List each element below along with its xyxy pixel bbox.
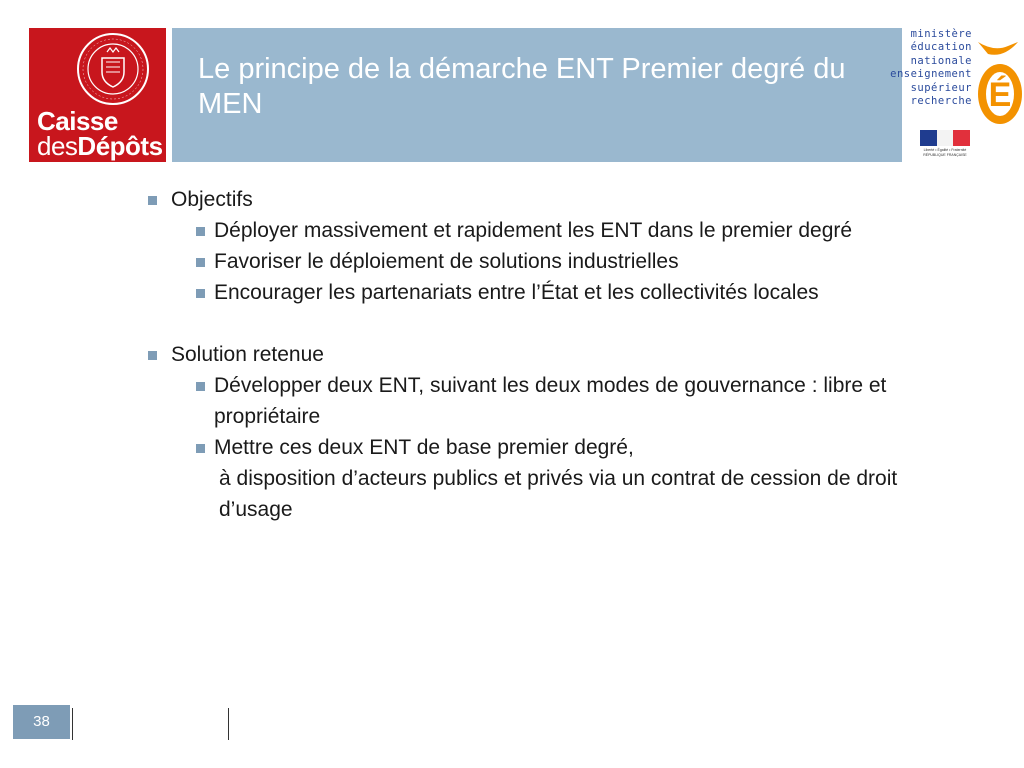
footer-divider xyxy=(72,708,73,740)
slide-footer xyxy=(0,700,1024,740)
bullet-level2 xyxy=(146,370,966,432)
bullet-level1-solution xyxy=(146,339,966,370)
title-band xyxy=(172,28,902,162)
square-bullet-icon xyxy=(196,382,205,391)
bullet-level1-objectifs xyxy=(146,184,966,215)
footer-divider xyxy=(228,708,229,740)
cdc-brand-line1: Caisse xyxy=(37,106,118,136)
bullet-level2 xyxy=(146,277,966,308)
republique-francaise-logo xyxy=(918,130,972,164)
cdc-brand-line2 xyxy=(37,133,163,159)
rf-caption xyxy=(918,148,972,157)
rf-name: RÉPUBLIQUE FRANÇAISE xyxy=(923,152,967,157)
men-line: nationale xyxy=(910,54,972,67)
square-bullet-icon xyxy=(196,258,205,267)
page-number: 38 xyxy=(13,705,70,739)
bullet-text: Développer deux ENT, suivant les deux modes de gouvernance : libre et propriétaire xyxy=(214,374,887,428)
bullet-text: Objectifs xyxy=(171,188,253,211)
bullet-text: Favoriser le déploiement de solutions industrielles xyxy=(214,250,679,273)
bullet-text: Déployer massivement et rapidement les ENT dans le premier degré xyxy=(214,219,853,242)
slide-title: Le principe de la démarche ENT Premier degré du MEN xyxy=(198,53,846,120)
paragraph-spacer xyxy=(146,308,966,339)
cdc-brand-depots: Dépôts xyxy=(77,131,163,161)
bullet-text: Encourager les partenariats entre l’État et les collectivités locales xyxy=(214,281,819,304)
men-letter: É xyxy=(988,76,1012,114)
ministere-text xyxy=(890,28,972,108)
men-line: éducation xyxy=(910,41,972,54)
bullet-text: Solution retenue xyxy=(171,343,324,366)
square-bullet-icon xyxy=(148,351,157,360)
bullet-level2 xyxy=(146,432,966,525)
square-bullet-icon xyxy=(196,227,205,236)
marianne-flag-icon xyxy=(920,130,970,146)
bullet-text-continuation: à disposition d’acteurs publics et privés via un contrat de cession de droit d’usage xyxy=(219,467,898,521)
bullet-level2 xyxy=(146,246,966,277)
men-line: enseignement xyxy=(890,68,972,81)
bullet-level2 xyxy=(146,215,966,246)
square-bullet-icon xyxy=(196,444,205,453)
caisse-des-depots-logo xyxy=(29,28,166,162)
men-line: ministère xyxy=(910,28,972,40)
cdc-seal-icon xyxy=(76,32,150,106)
bullet-text: Mettre ces deux ENT de base premier degré, xyxy=(214,436,634,459)
slide-body xyxy=(146,184,966,525)
cdc-brand-des: des xyxy=(37,131,78,161)
square-bullet-icon xyxy=(148,196,157,205)
rf-motto: Liberté • Égalité • Fraternité xyxy=(923,148,967,152)
men-e-emblem-icon xyxy=(974,38,1024,134)
men-line: recherche xyxy=(910,95,972,108)
square-bullet-icon xyxy=(196,289,205,298)
ministere-education-logo xyxy=(890,26,1024,136)
men-line: supérieur xyxy=(910,81,972,94)
